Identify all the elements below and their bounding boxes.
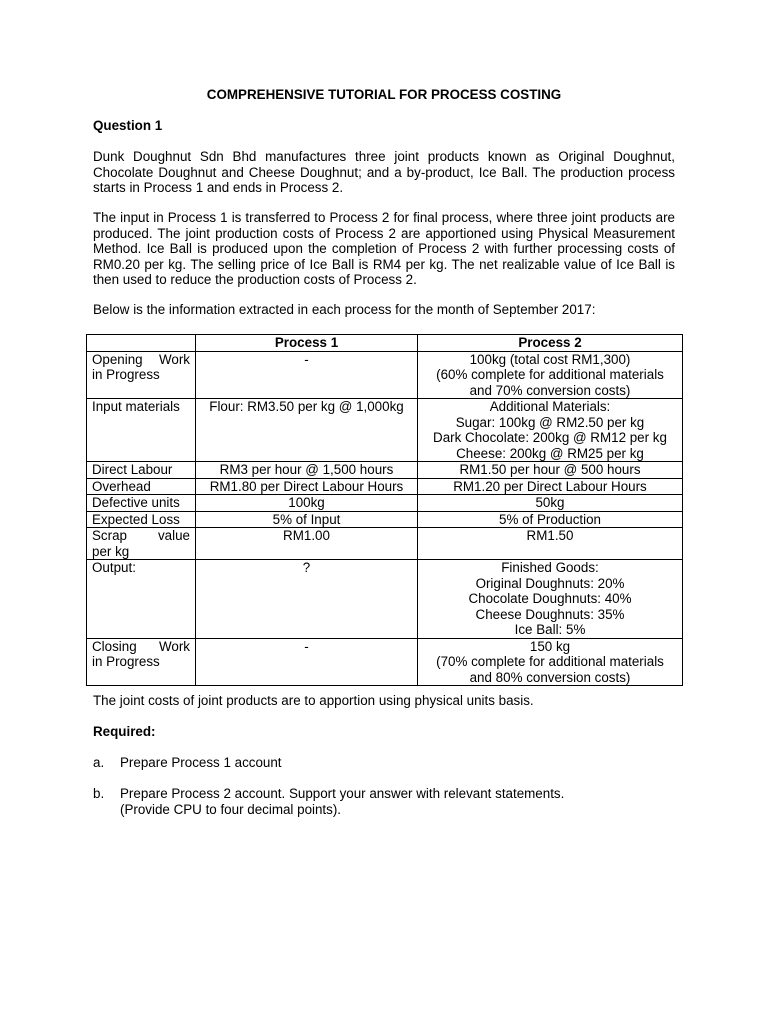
process-1-cell: 100kg <box>196 495 418 512</box>
item-text: Prepare Process 2 account. Support your answer with relevant statements. <box>120 786 565 801</box>
item-note: (Provide CPU to four decimal points). <box>120 801 342 817</box>
process-2-cell: 5% of Production <box>418 511 683 528</box>
cell-line: 150 kg <box>529 638 571 654</box>
table-header-row <box>87 335 683 352</box>
process-1-cell <box>196 351 418 399</box>
process-2-cell <box>418 399 683 462</box>
required-heading: Required: <box>93 724 156 739</box>
table-row <box>87 528 683 560</box>
cell-line: - <box>304 638 309 654</box>
process-1-cell: RM1.80 per Direct Labour Hours <box>196 478 418 495</box>
label-line: per kg <box>92 543 130 559</box>
cell-line: and 80% conversion costs) <box>469 669 631 685</box>
document-title: COMPREHENSIVE TUTORIAL FOR PROCESS COSTING <box>206 87 562 102</box>
label-line: Closing Work <box>92 638 190 654</box>
process-2-cell <box>418 351 683 399</box>
intro-paragraph: Dunk Doughnut Sdn Bhd manufactures three joint products known as Original Doughnut, Chocolate Doughnut and Cheese Doughnut; and a by-product, Ice Ball. The production process starts in Process 1 and ends in Process 2. <box>93 149 675 195</box>
row-label: Expected Loss <box>87 511 196 528</box>
cell-line: Original Doughnuts: 20% <box>475 575 625 591</box>
header-blank <box>87 335 196 352</box>
label-line: Input materials <box>92 399 180 414</box>
label-line: in Progress <box>92 654 160 669</box>
label-line: Scrap value <box>92 528 190 543</box>
cell-line: Ice Ball: 5% <box>514 622 586 637</box>
row-label: Direct Labour <box>87 462 196 479</box>
process-info-table <box>86 334 683 686</box>
table-row <box>87 462 683 479</box>
process-paragraph: The input in Process 1 is transferred to Process 2 for final process, where three joint products are produced. The joint production costs of Process 2 are apportioned using Physical Measurement Method. Ice Ball is produced upon the completion of Process 2 with further processing costs of RM0.20 per kg. The selling price of Ice Ball is RM4 per kg. The net realizable value of Ice Ball is then used to reduce the production costs of Process 2. <box>93 210 675 287</box>
cell-line: RM1.00 <box>283 528 330 543</box>
process-1-cell <box>196 399 418 462</box>
label-line: in Progress <box>92 367 160 382</box>
header-process-1: Process 1 <box>196 335 418 352</box>
row-label <box>87 560 196 639</box>
label-line: Opening Work <box>92 351 190 367</box>
row-label <box>87 399 196 462</box>
row-label <box>87 528 196 560</box>
process-2-cell <box>418 560 683 639</box>
required-item-a <box>93 755 282 771</box>
cell-line: ? <box>302 560 311 575</box>
cell-line: RM1.50 <box>526 528 574 543</box>
process-1-cell: RM3 per hour @ 1,500 hours <box>196 462 418 479</box>
cell-line: Dark Chocolate: 200kg @ RM12 per kg <box>433 430 667 445</box>
item-marker: a. <box>93 755 105 770</box>
process-2-cell <box>418 638 683 686</box>
row-label <box>87 351 196 399</box>
apportion-note: The joint costs of joint products are to apportion using physical units basis. <box>93 693 534 708</box>
cell-line: Cheese: 200kg @ RM25 per kg <box>456 445 644 461</box>
cell-line: Flour: RM3.50 per kg @ 1,000kg <box>209 399 404 414</box>
process-1-cell <box>196 560 418 639</box>
cell-line: Sugar: 100kg @ RM2.50 per kg <box>455 414 645 430</box>
process-2-cell: RM1.20 per Direct Labour Hours <box>418 478 683 495</box>
cell-line: Additional Materials: <box>489 399 611 414</box>
process-2-cell: RM1.50 per hour @ 500 hours <box>418 462 683 479</box>
row-label: Defective units <box>87 495 196 512</box>
cell-line: 100kg (total cost RM1,300) <box>469 351 631 367</box>
table-row <box>87 495 683 512</box>
table-row <box>87 478 683 495</box>
item-text: Prepare Process 1 account <box>120 755 282 770</box>
table-row <box>87 351 683 399</box>
process-2-cell <box>418 528 683 560</box>
row-label <box>87 638 196 686</box>
cell-line: (70% complete for additional materials <box>436 654 664 669</box>
process-1-cell <box>196 528 418 560</box>
table-row <box>87 638 683 686</box>
row-label: Overhead <box>87 478 196 495</box>
item-marker: b. <box>93 786 105 801</box>
table-row <box>87 511 683 528</box>
cell-line: Cheese Doughnuts: 35% <box>475 606 625 622</box>
process-2-cell: 50kg <box>418 495 683 512</box>
label-line: Output: <box>92 560 136 575</box>
header-process-2: Process 2 <box>418 335 683 352</box>
table-intro: Below is the information extracted in each process for the month of September 2017: <box>93 302 596 317</box>
table-row <box>87 560 683 639</box>
process-1-cell: 5% of Input <box>196 511 418 528</box>
required-item-b <box>93 786 564 817</box>
question-heading: Question 1 <box>93 118 163 133</box>
table-row <box>87 399 683 462</box>
cell-line: and 70% conversion costs) <box>469 382 631 398</box>
cell-line: Finished Goods: <box>501 560 599 575</box>
cell-line: (60% complete for additional materials <box>436 367 664 382</box>
process-1-cell <box>196 638 418 686</box>
cell-line: Chocolate Doughnuts: 40% <box>468 591 632 606</box>
cell-line: - <box>304 351 309 367</box>
